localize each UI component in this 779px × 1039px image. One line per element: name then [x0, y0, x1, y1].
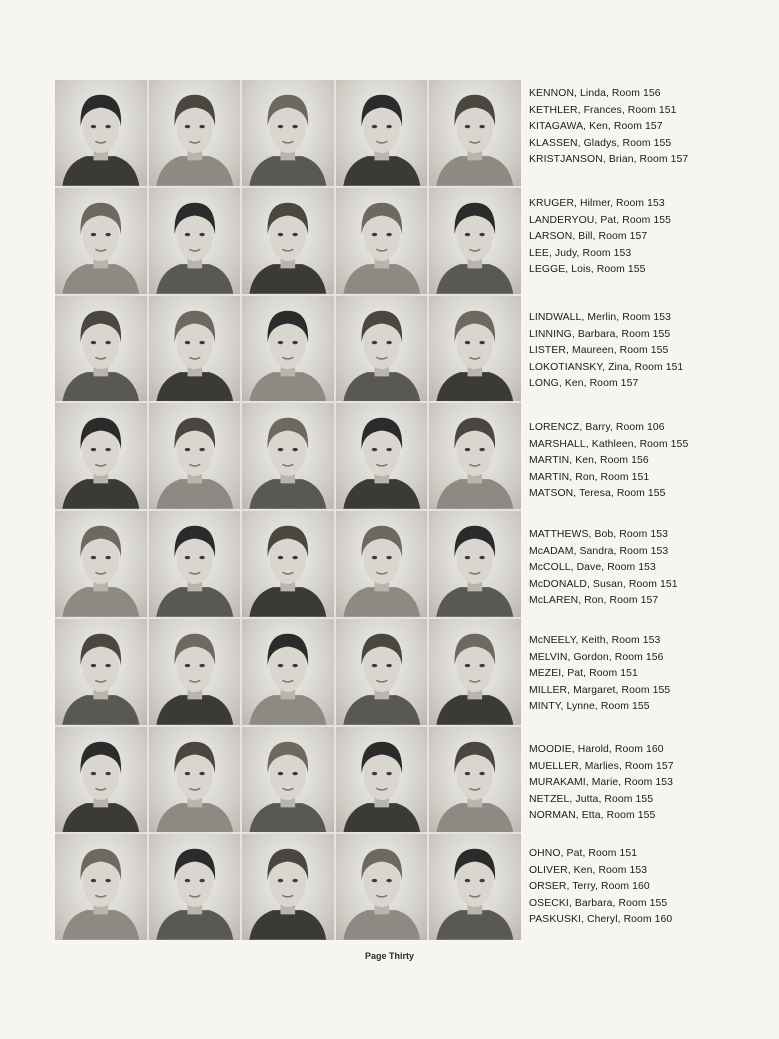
student-portrait [336, 188, 428, 294]
student-portrait [149, 80, 241, 186]
student-portrait [242, 511, 334, 617]
student-portrait [429, 403, 521, 509]
student-portrait [336, 296, 428, 402]
student-name-entry: LINNING, Barbara, Room 155 [529, 328, 671, 340]
student-portrait [336, 727, 428, 833]
student-portrait [242, 727, 334, 833]
student-portrait [242, 619, 334, 725]
student-portrait [242, 834, 334, 940]
student-name-entry: MARTIN, Ron, Room 151 [529, 471, 650, 483]
student-name-entry: LARSON, Bill, Room 157 [529, 231, 648, 243]
student-name-entry: MELVIN, Gordon, Room 156 [529, 651, 664, 663]
student-portrait [149, 727, 241, 833]
name-group [529, 742, 769, 825]
student-name-entry: OSECKI, Barbara, Room 155 [529, 897, 668, 909]
student-portrait [242, 188, 334, 294]
student-name-entry: McNEELY, Keith, Room 153 [529, 635, 661, 646]
photo-grid [55, 80, 521, 940]
student-name-entry: LONG, Ken, Room 157 [529, 378, 639, 390]
student-portrait [429, 511, 521, 617]
name-group [529, 86, 769, 169]
student-name-entry: LORENCZ, Barry, Room 106 [529, 422, 665, 433]
student-name-entry: LISTER, Maureen, Room 155 [529, 345, 669, 357]
student-name-entry: McCOLL, Dave, Room 153 [529, 562, 656, 574]
student-portrait [149, 403, 241, 509]
page-number: Page Thirty [364, 951, 414, 961]
student-name-entry: LEE, Judy, Room 153 [529, 247, 632, 259]
student-name-entry: NORMAN, Etta, Room 155 [529, 810, 656, 822]
student-name-entry: OHNO, Pat, Room 151 [529, 848, 638, 859]
student-name-entry: LEGGE, Lois, Room 155 [529, 264, 646, 276]
student-name-entry: MOODIE, Harold, Room 160 [529, 744, 664, 755]
student-portrait [149, 511, 241, 617]
student-portrait [336, 511, 428, 617]
student-portrait [55, 403, 147, 509]
name-group [529, 196, 769, 279]
student-portrait [55, 188, 147, 294]
student-portrait [429, 834, 521, 940]
student-name-entry: LANDERYOU, Pat, Room 155 [529, 214, 671, 226]
student-name-entry: McDONALD, Susan, Room 151 [529, 578, 678, 590]
name-group [529, 310, 769, 393]
student-name-entry: LOKOTIANSKY, Zina, Room 151 [529, 361, 684, 373]
student-name-entry: MURAKAMI, Marie, Room 153 [529, 777, 673, 789]
student-name-entry: MATTHEWS, Bob, Room 153 [529, 529, 668, 540]
student-name-entry: McLAREN, Ron, Room 157 [529, 595, 659, 607]
student-portrait [429, 619, 521, 725]
student-portrait [336, 834, 428, 940]
name-group [529, 846, 769, 929]
student-portrait [429, 727, 521, 833]
student-portrait [149, 619, 241, 725]
student-name-entry: MUELLER, Marlies, Room 157 [529, 760, 674, 772]
student-name-entry: KENNON, Linda, Room 156 [529, 88, 661, 99]
student-name-entry: KETHLER, Frances, Room 151 [529, 104, 677, 116]
student-portrait [429, 188, 521, 294]
student-portrait [336, 619, 428, 725]
student-name-entry: LINDWALL, Merlin, Room 153 [529, 312, 671, 323]
student-name-entry: MARTIN, Ken, Room 156 [529, 455, 649, 467]
student-portrait [242, 296, 334, 402]
student-portrait [429, 296, 521, 402]
student-portrait [149, 296, 241, 402]
student-name-entry: KRUGER, Hilmer, Room 153 [529, 198, 665, 209]
student-name-entry: ORSER, Terry, Room 160 [529, 881, 650, 893]
student-name-entry: MEZEI, Pat, Room 151 [529, 668, 638, 680]
student-name-entry: MILLER, Margaret, Room 155 [529, 684, 671, 696]
student-portrait [336, 403, 428, 509]
student-portrait [149, 188, 241, 294]
student-name-entry: KLASSEN, Gladys, Room 155 [529, 137, 672, 149]
student-portrait [55, 296, 147, 402]
student-name-entry: MATSON, Teresa, Room 155 [529, 488, 666, 500]
student-portrait [55, 511, 147, 617]
student-portrait [149, 834, 241, 940]
student-portrait [55, 727, 147, 833]
name-group [529, 633, 769, 716]
student-name-entry: McADAM, Sandra, Room 153 [529, 545, 669, 557]
name-group [529, 420, 769, 503]
student-name-entry: KRISTJANSON, Brian, Room 157 [529, 154, 689, 166]
student-name-entry: NETZEL, Jutta, Room 155 [529, 793, 654, 805]
student-name-entry: PASKUSKI, Cheryl, Room 160 [529, 914, 673, 926]
student-portrait [55, 834, 147, 940]
student-name-entry: OLIVER, Ken, Room 153 [529, 864, 648, 876]
student-name-entry: KITAGAWA, Ken, Room 157 [529, 121, 663, 133]
name-group [529, 527, 769, 610]
student-portrait [429, 80, 521, 186]
student-name-entry: MARSHALL, Kathleen, Room 155 [529, 438, 689, 450]
student-name-entry: MINTY, Lynne, Room 155 [529, 701, 650, 713]
student-portrait [55, 619, 147, 725]
student-portrait [242, 80, 334, 186]
student-portrait [242, 403, 334, 509]
student-portrait [336, 80, 428, 186]
student-portrait [55, 80, 147, 186]
